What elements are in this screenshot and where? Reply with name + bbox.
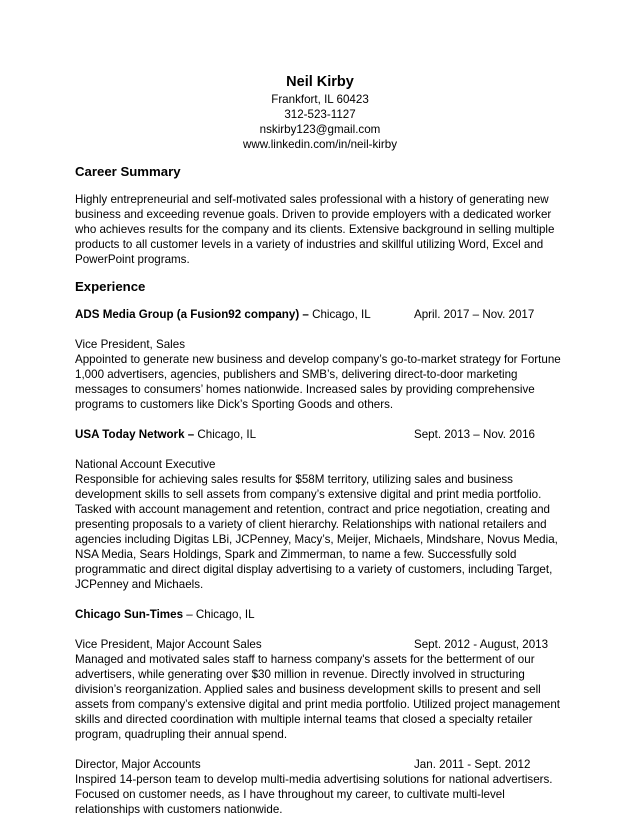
role-line-vp: [75, 637, 565, 652]
role-line-director: [75, 757, 565, 772]
candidate-name: Neil Kirby: [286, 74, 354, 90]
linkedin-url: www.linkedin.com/in/neil-kirby: [243, 138, 397, 151]
experience-heading: Experience: [75, 279, 146, 294]
resume-header: [75, 74, 565, 152]
phone: 312-523-1127: [284, 108, 356, 121]
job-title: National Account Executive: [75, 458, 216, 471]
company-name: ADS Media Group (a Fusion92 company) –: [75, 308, 309, 321]
company-location: – Chicago, IL: [183, 608, 255, 621]
job-header-sun-times: [75, 607, 565, 622]
job-description: Inspired 14-person team to develop multi-media advertising solutions for national advertisers. Focused on customer needs, as I have throughout my career, to cultivate multi-level relationships with customers nationwide.: [75, 773, 553, 816]
company-name: Chicago Sun-Times: [75, 608, 184, 621]
job-dates: Sept. 2013 – Nov. 2016: [414, 428, 535, 441]
company-location: Chicago, IL: [308, 308, 371, 321]
job-description: Managed and motivated sales staff to harness company's assets for the betterment of our advertisers, while generating over $30 million in revenue. Directly involved in structuring division’s reorganization. Applied sales and business development skills to present and sell assets from company’s extensive digital and print media portfolio. Utilized project management skills and directed coordination with multiple internal teams that closed a specialty retailer program, quadrupling their annual spend.: [75, 653, 561, 741]
job-title: Vice President, Sales: [75, 338, 185, 351]
company-name: USA Today Network –: [75, 428, 195, 441]
job-dates: April. 2017 – Nov. 2017: [414, 308, 535, 321]
job-header-ads: [75, 307, 565, 322]
job-title: Vice President, Major Account Sales: [75, 638, 262, 651]
email: nskirby123@gmail.com: [259, 123, 381, 136]
address: Frankfort, IL 60423: [271, 93, 369, 106]
job-header-usa-today: [75, 427, 565, 442]
job-dates: Sept. 2012 - August, 2013: [414, 638, 549, 651]
career-summary-heading: Career Summary: [75, 164, 181, 179]
job-dates: Jan. 2011 - Sept. 2012: [414, 758, 531, 771]
career-summary-text: Highly entrepreneurial and self-motivated sales professional with a history of generating new business and exceeding revenue goals. Driven to provide employers with a dedicated worker who achieves results for the company and its clients. Extensive background in selling multiple products to all customer levels in a variety of industries and skillful utilizing Word, Excel and PowerPoint programs.: [75, 193, 555, 266]
company-location: Chicago, IL: [194, 428, 257, 441]
job-description: Responsible for achieving sales results for $58M territory, utilizing sales and business development skills to sell assets from company’s extensive digital and print media portfolio. Tasked with account management and retention, contract and price negotiation, creating and presenting proposals to a variety of client hierarchy. Relationships with national retailers and agencies including Digitas LBi, JCPenney, Macy’s, Meijer, Michaels, Mindshare, Novus Media, NSA Media, Sears Holdings, Spark and Zimmerman, to name a few. Successfully sold programmatic and direct digital display advertising to a variety of customers, including Target, JCPenney and Michaels.: [75, 473, 558, 591]
job-title: Director, Major Accounts: [75, 758, 201, 771]
resume-page: [75, 74, 565, 817]
job-description: Appointed to generate new business and develop company’s go-to-market strategy for Fortune 1,000 advertisers, agencies, publishers and SMB’s, delivering direct-to-door marketing messages to consumers’ homes nationwide. Increased sales by providing comprehensive programs to customers like Dick’s Sporting Goods and others.: [75, 353, 561, 411]
